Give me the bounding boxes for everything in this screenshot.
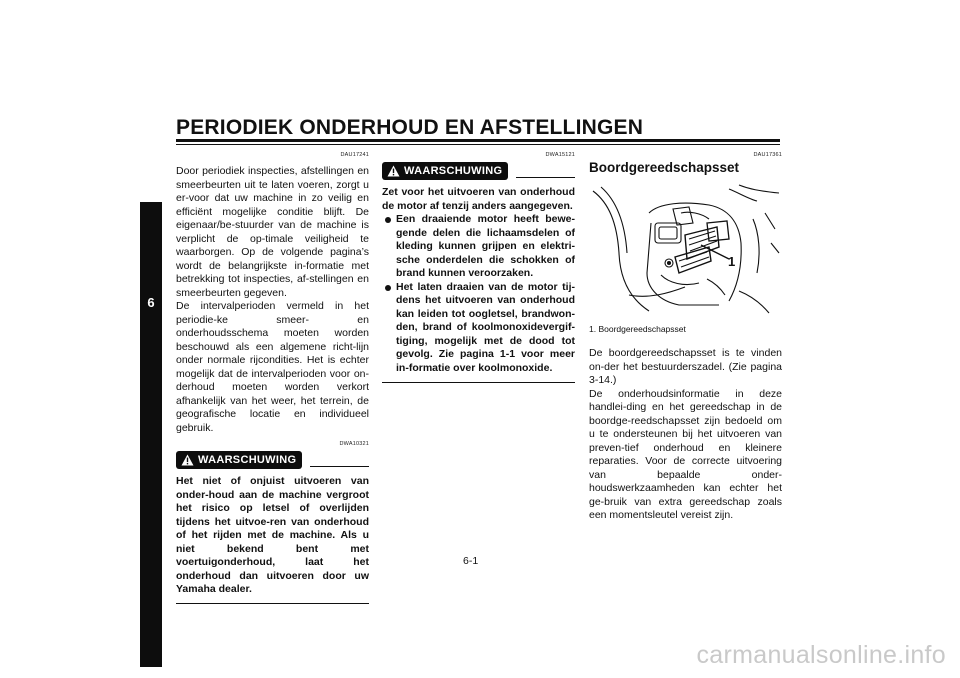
warning-triangle-icon (181, 454, 194, 466)
location-paragraph: De boordgereedschapsset is te vinden on-der het bestuurderszadel. (Zie pagina 3-14.) (589, 347, 782, 386)
warning-triangle-icon (387, 165, 400, 177)
reference-code: DAU17241 (340, 152, 369, 158)
interval-paragraph: De intervalperioden vermeld in het periodie-ke smeer- en onderhoudsschema moeten worden beschouwd als een algemene richt-lijn onder normale rijcondities. Het is echter mogelijk dat de intervalperioden voor on-derhoud moeten worden verkort afhankelijk van het weer, het terrein, de geografische locatie en individueel gebruik. (176, 300, 369, 434)
warning-label: WAARSCHUWING (404, 165, 503, 177)
warning-badge (176, 451, 302, 469)
figure-caption: 1. Boordgereedschapsset (589, 324, 686, 334)
warning-header (176, 451, 369, 469)
warning-text: Het niet of onjuist uitvoeren van onder-houd aan de machine vergroot het risico op letsel of overlijden tijdens het uitvoe-ren van onderhoud of het rijden met de machine. Als u niet bekend bent met voertuigonderhoud, laat het onderhoud dan uitvoeren door uw Yamaha dealer. (176, 475, 369, 595)
column-2 (382, 152, 575, 383)
warning-end-rule (382, 382, 575, 383)
intro-paragraph: Door periodiek inspecties, afstellingen en smeerbeurten uit te laten voeren, zorgt u er-voor dat uw machine in zo veilig en efficiënt mogelijke conditie blijft. De eigenaar/be-stuurder van de machine is verplicht de op-timale veiligheid te waarborgen. Op de volgende pagina’s wordt de belangrijkste in-formatie met betrekking tot inspecties, af-stellingen en smeerbeurten gegeven. (176, 165, 369, 299)
figure-callout: 1 (728, 254, 736, 269)
toolkit-paragraph: De onderhoudsinformatie in deze handlei-ding en het gereedschap in de boordge-reedschapsset zijn bedoeld om u te ondersteunen bij het uitvoeren van preven-tief onderhoud en kleinere reparaties. Voor de correcte uitvoering van bepaalde onder-houdswerkzaamheden kan echter het ge-bruik van extra gereedschap zoals een momentsleutel vereist zijn. (589, 387, 782, 521)
title-rule (176, 139, 780, 142)
list-item: Een draaiende motor heeft bewe-gende delen die lichaamsdelen of kleding kunnen grijpen en elektri-sche onderdelen die schokken of brand kunnen veroorzaken. (382, 213, 575, 281)
title-rule-thin (176, 144, 780, 145)
chapter-tab (140, 202, 162, 667)
warning-intro: Zet voor het uitvoeren van onderhoud de motor af tenzij anders aangegeven. (382, 186, 575, 212)
toolkit-illustration (589, 183, 782, 319)
page-number: 6-1 (463, 555, 479, 567)
warning-code: DWA10321 (339, 441, 369, 447)
warning-header (382, 162, 575, 180)
warning-bullets (382, 213, 575, 375)
warning-badge (382, 162, 508, 180)
section-title: Boordgereedschapsset (589, 160, 740, 175)
list-item: Het laten draaien van de motor tij-dens het uitvoeren van onderhoud kan leiden tot oogletsel, brandwon-den, brand of koolmonoxidevergif-tiging, mogelijk met de dood tot gevolg. Zie pagina 1-1 voor meer in-formatie over koolmonoxide. (382, 281, 575, 376)
reference-code: DWA15121 (545, 152, 575, 158)
chapter-number: 6 (147, 295, 155, 310)
bullet-icon (385, 217, 391, 223)
toolkit-figure (589, 183, 782, 319)
reference-code: DAU17361 (753, 152, 782, 158)
warning-rule (310, 466, 369, 467)
bullet-icon (385, 285, 391, 291)
watermark: carmanualsonline.info (696, 641, 946, 669)
warning-label: WAARSCHUWING (198, 454, 297, 466)
warning-rule (516, 177, 575, 178)
page-title: PERIODIEK ONDERHOUD EN AFSTELLINGEN (176, 116, 644, 139)
column-1 (176, 152, 369, 604)
column-3 (589, 152, 782, 523)
warning-end-rule (176, 603, 369, 604)
